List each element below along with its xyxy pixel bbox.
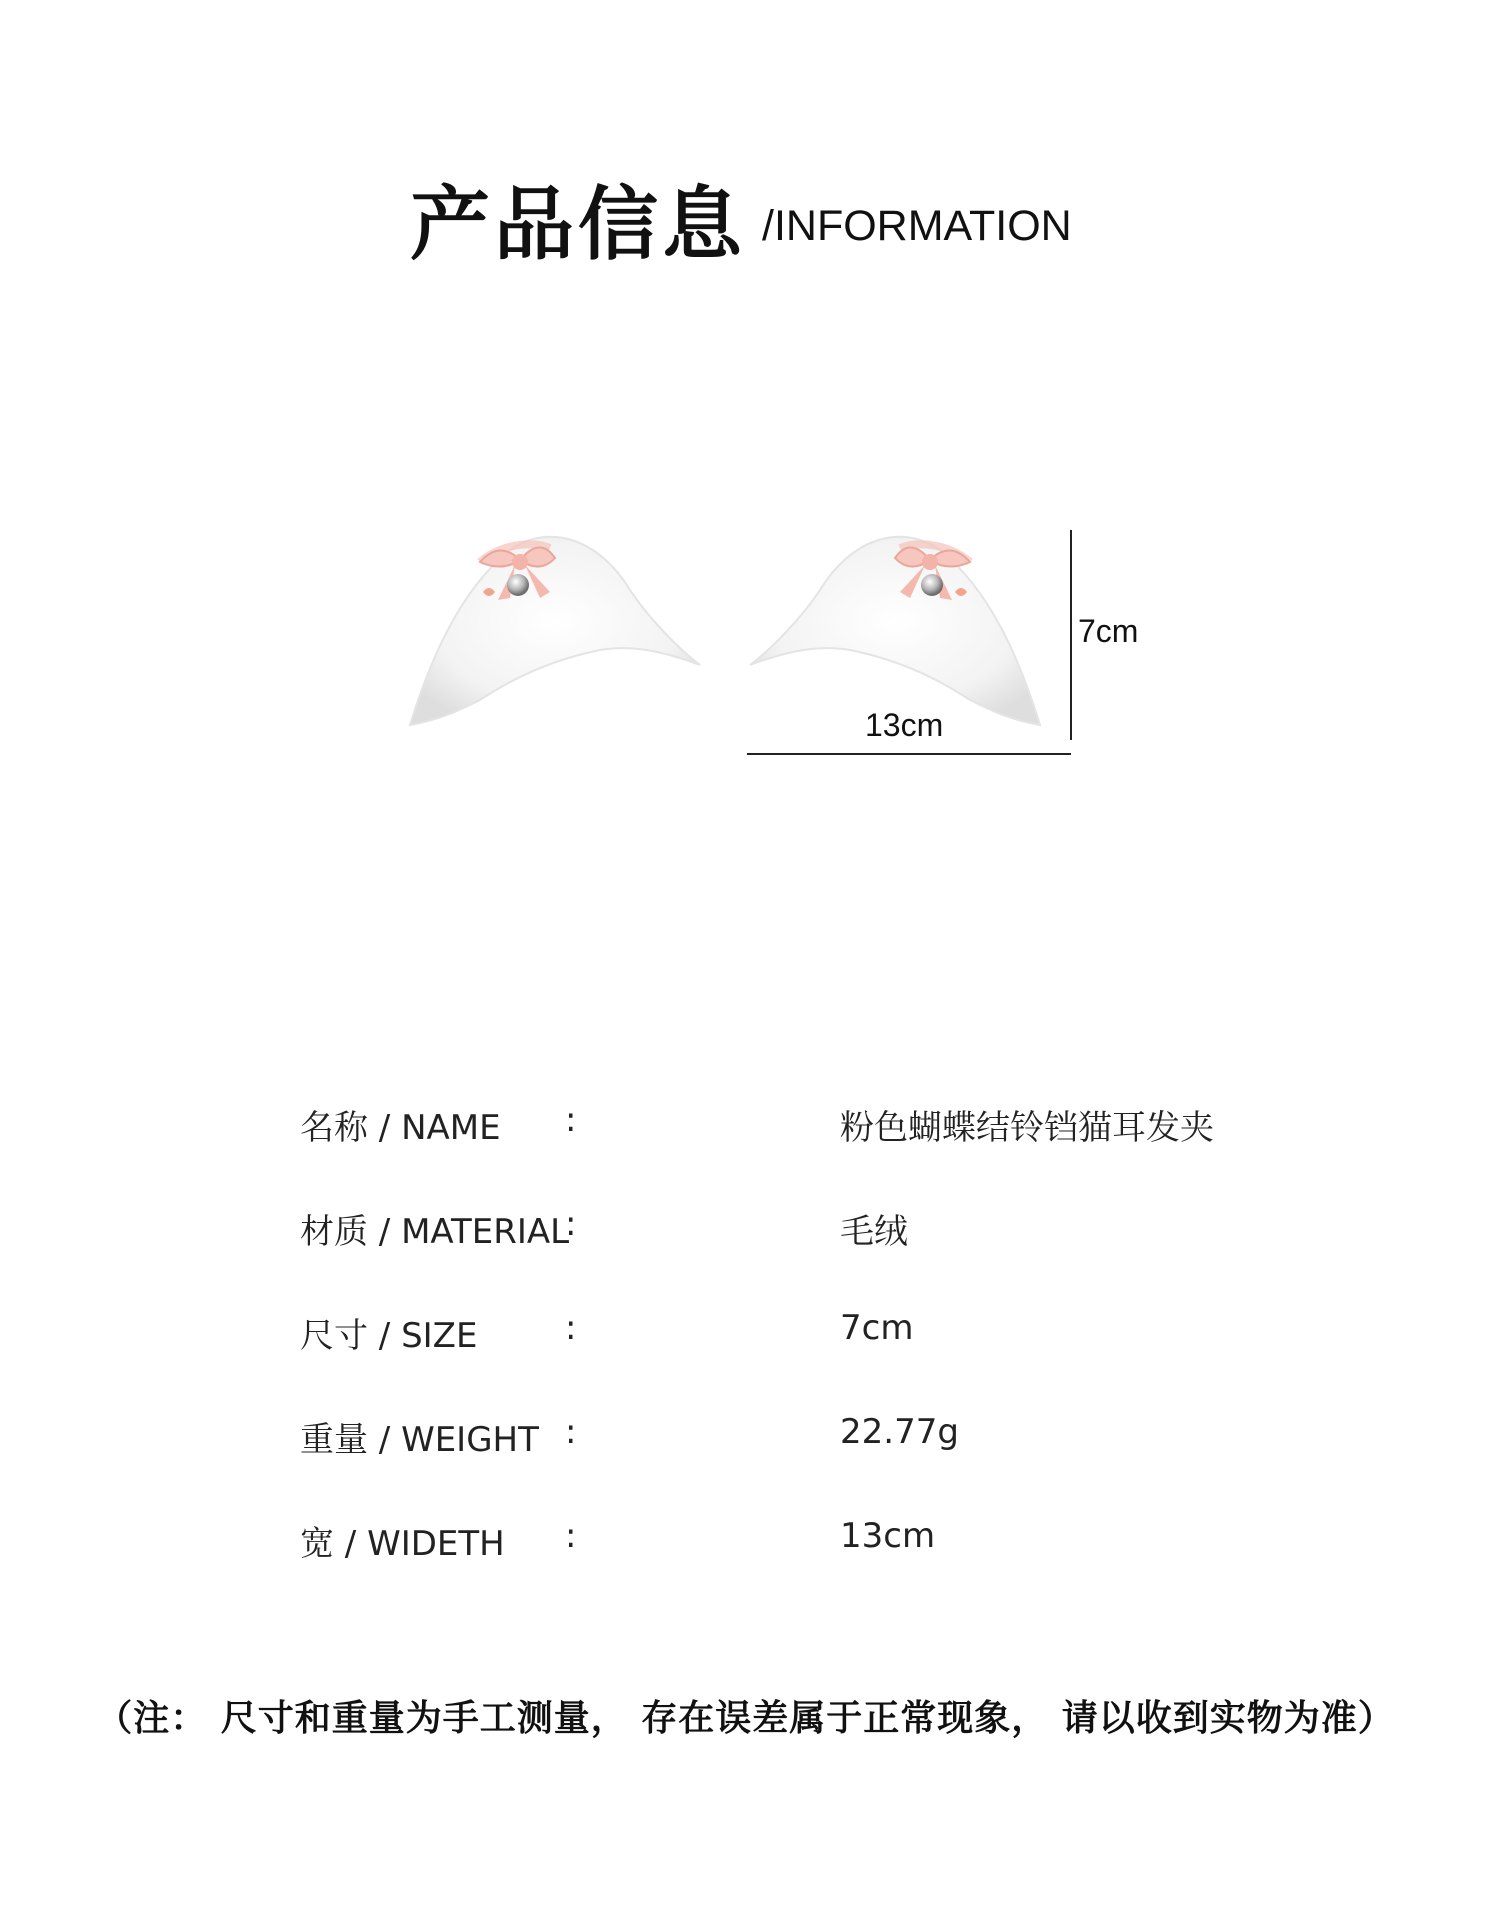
info-value: 13cm (840, 1516, 936, 1556)
info-row-weight (300, 1412, 1300, 1462)
info-row-material (300, 1204, 1300, 1254)
height-dimension-label: 7cm (1078, 613, 1139, 649)
page-subtitle: /INFORMATION (762, 202, 1072, 250)
info-value: 粉色蝴蝶结铃铛猫耳发夹 (840, 1108, 1214, 1148)
info-value: 毛绒 (840, 1212, 908, 1252)
header (0, 160, 1491, 270)
info-row-size (300, 1308, 1300, 1358)
width-dimension-label: 13cm (865, 707, 944, 743)
product-illustration (390, 500, 1150, 770)
right-ear (750, 537, 1040, 725)
left-ear (410, 537, 700, 725)
height-dimension-line (1070, 530, 1072, 740)
info-colon: : (565, 1308, 577, 1348)
product-figure (390, 500, 1150, 770)
width-dimension-line (747, 753, 1071, 755)
info-value: 7cm (840, 1308, 914, 1348)
info-colon: : (565, 1516, 577, 1556)
measurement-note: （注： 尺寸和重量为手工测量， 存在误差属于正常现象， 请以收到实物为准） (96, 1698, 1395, 1739)
info-label: 尺寸 / SIZE (300, 1316, 478, 1356)
info-label: 宽 / WIDETH (300, 1524, 505, 1564)
info-value: 22.77g (840, 1412, 959, 1452)
page-title: 产品信息 (410, 178, 746, 271)
info-colon: : (565, 1412, 577, 1452)
info-label: 重量 / WEIGHT (300, 1420, 539, 1460)
info-colon: : (565, 1100, 577, 1140)
info-label: 名称 / NAME (300, 1108, 501, 1148)
info-row-name (300, 1100, 1300, 1150)
info-colon: : (565, 1204, 577, 1244)
info-label: 材质 / MATERIAL (300, 1212, 570, 1252)
info-row-width (300, 1516, 1300, 1566)
